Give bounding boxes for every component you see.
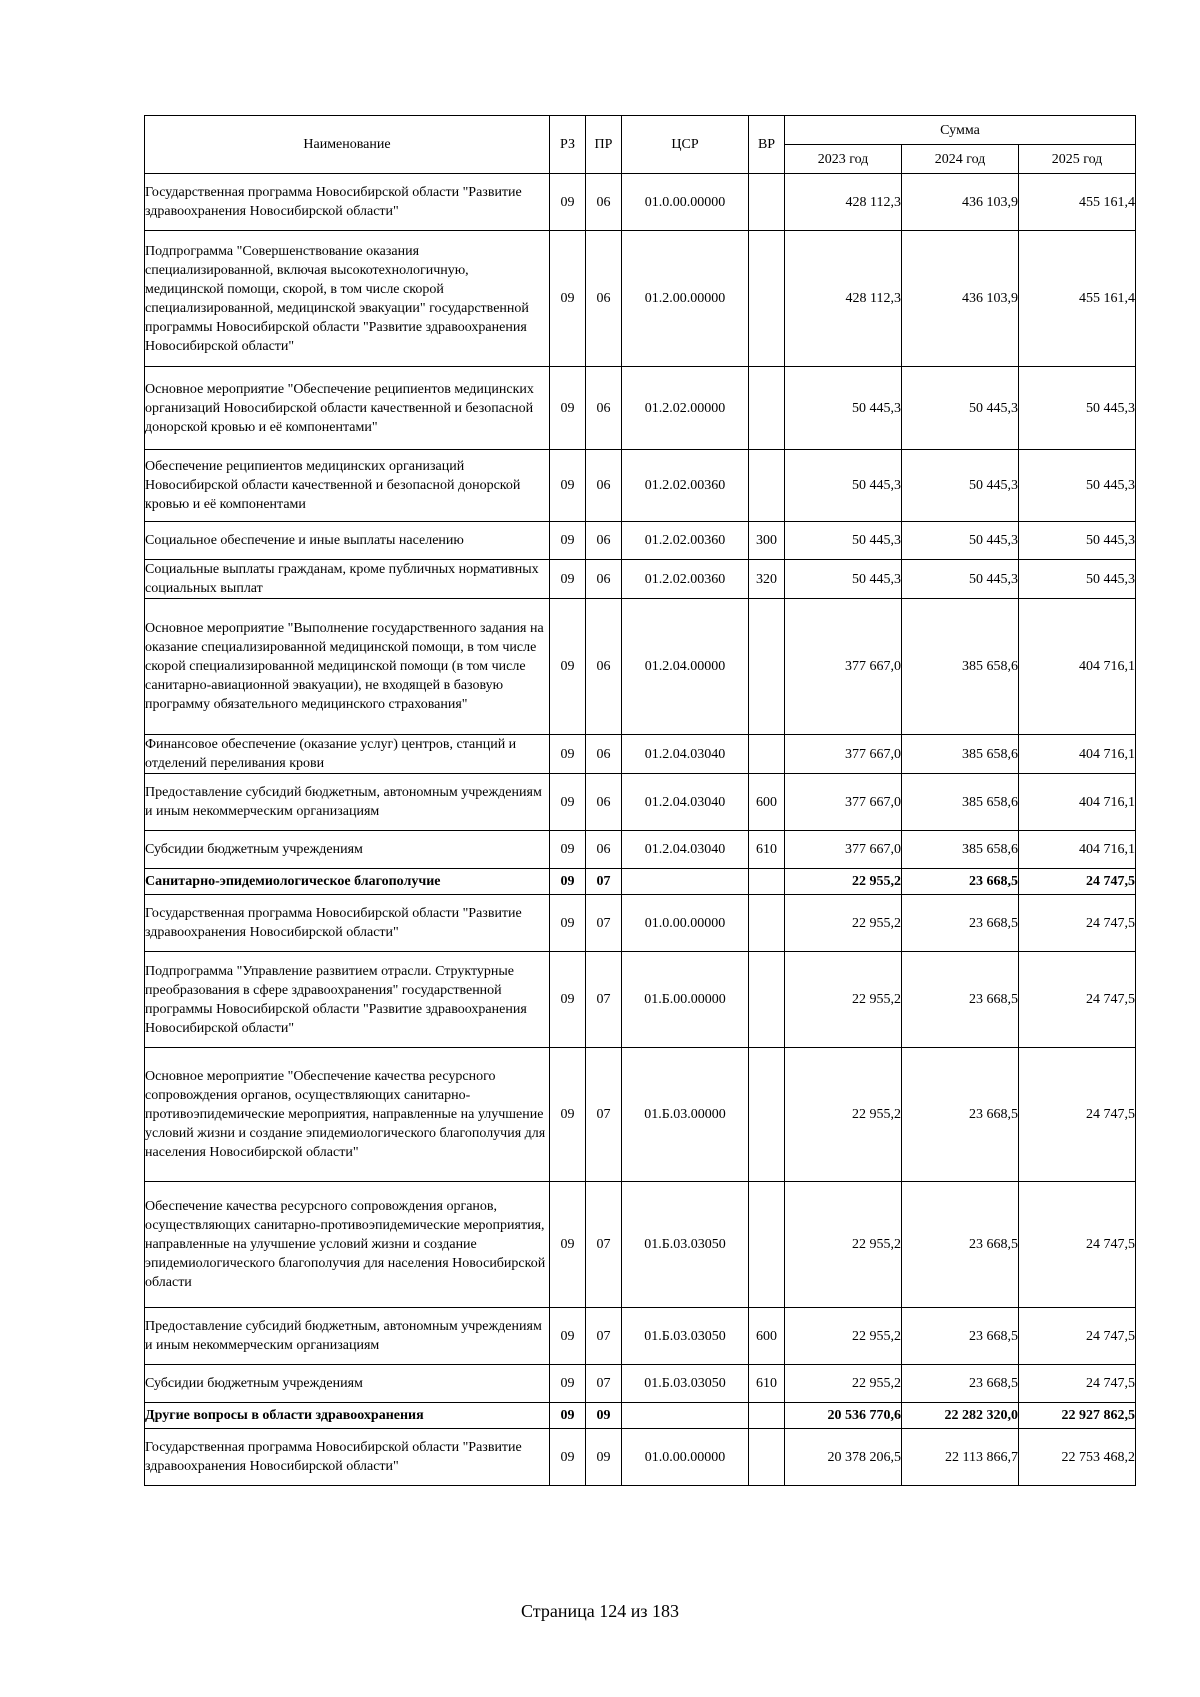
cell-vr <box>749 869 785 895</box>
cell-rz: 09 <box>550 231 586 367</box>
table-row <box>145 450 1136 522</box>
cell-csr: 01.2.04.03040 <box>622 735 749 774</box>
cell-2025: 24 747,5 <box>1019 1308 1136 1365</box>
cell-2023: 50 445,3 <box>785 522 902 560</box>
cell-csr: 01.2.00.00000 <box>622 231 749 367</box>
cell-vr <box>749 599 785 735</box>
cell-2024: 50 445,3 <box>902 367 1019 450</box>
cell-pr: 06 <box>586 174 622 231</box>
cell-2024: 385 658,6 <box>902 599 1019 735</box>
cell-vr: 600 <box>749 1308 785 1365</box>
cell-pr: 07 <box>586 952 622 1048</box>
cell-rz: 09 <box>550 1429 586 1486</box>
cell-2023: 22 955,2 <box>785 1308 902 1365</box>
cell-pr: 07 <box>586 1308 622 1365</box>
cell-name: Предоставление субсидий бюджетным, автономным учреждениям и иным некоммерческим организациям <box>145 1308 550 1365</box>
cell-vr <box>749 735 785 774</box>
cell-name: Основное мероприятие "Обеспечение качества ресурсного сопровождения органов, осуществляющих санитарно-противоэпидемические мероприятия, направленные на улучшение условий жизни и создание эпидемиологического благополучия для населения Новосибирской области" <box>145 1048 550 1182</box>
cell-pr: 07 <box>586 1182 622 1308</box>
cell-rz: 09 <box>550 895 586 952</box>
cell-name: Подпрограмма "Совершенствование оказания специализированной, включая высокотехнологичную, медицинской помощи, скорой, в том числе скорой специализированной, медицинской эвакуации" государственной программы Новосибирской области "Развитие здравоохранения Новосибирской области" <box>145 231 550 367</box>
cell-pr: 09 <box>586 1429 622 1486</box>
cell-2025: 50 445,3 <box>1019 560 1136 599</box>
table-row <box>145 599 1136 735</box>
cell-csr: 01.2.04.03040 <box>622 774 749 831</box>
cell-name: Предоставление субсидий бюджетным, автономным учреждениям и иным некоммерческим организациям <box>145 774 550 831</box>
cell-vr <box>749 174 785 231</box>
cell-2024: 23 668,5 <box>902 1308 1019 1365</box>
header-rz: РЗ <box>550 116 586 174</box>
cell-rz: 09 <box>550 367 586 450</box>
cell-2023: 22 955,2 <box>785 1182 902 1308</box>
cell-name: Обеспечение качества ресурсного сопровождения органов, осуществляющих санитарно-противоэпидемические мероприятия, направленные на улучшение условий жизни и создание эпидемиологического благополучия для населения Новосибирской области <box>145 1182 550 1308</box>
cell-name: Социальное обеспечение и иные выплаты населению <box>145 522 550 560</box>
table-row <box>145 952 1136 1048</box>
cell-vr: 320 <box>749 560 785 599</box>
cell-2024: 436 103,9 <box>902 231 1019 367</box>
cell-name: Санитарно-эпидемиологическое благополучие <box>145 869 550 895</box>
cell-pr: 06 <box>586 774 622 831</box>
cell-name: Государственная программа Новосибирской области "Развитие здравоохранения Новосибирской области" <box>145 174 550 231</box>
cell-2025: 455 161,4 <box>1019 231 1136 367</box>
cell-pr: 06 <box>586 450 622 522</box>
cell-csr: 01.0.00.00000 <box>622 1429 749 1486</box>
cell-pr: 07 <box>586 869 622 895</box>
cell-pr: 09 <box>586 1403 622 1429</box>
cell-rz: 09 <box>550 869 586 895</box>
cell-2024: 50 445,3 <box>902 450 1019 522</box>
cell-2023: 377 667,0 <box>785 735 902 774</box>
cell-2025: 404 716,1 <box>1019 599 1136 735</box>
cell-vr <box>749 1403 785 1429</box>
cell-rz: 09 <box>550 735 586 774</box>
cell-2023: 22 955,2 <box>785 952 902 1048</box>
table-row <box>145 869 1136 895</box>
header-row-top <box>145 116 1136 145</box>
cell-pr: 07 <box>586 1048 622 1182</box>
header-pr: ПР <box>586 116 622 174</box>
cell-2023: 20 536 770,6 <box>785 1403 902 1429</box>
cell-csr: 01.2.02.00000 <box>622 367 749 450</box>
cell-2025: 404 716,1 <box>1019 831 1136 869</box>
cell-csr: 01.0.00.00000 <box>622 174 749 231</box>
cell-name: Основное мероприятие "Обеспечение реципиентов медицинских организаций Новосибирской области качественной и безопасной донорской кровью и её компонентами" <box>145 367 550 450</box>
cell-name: Государственная программа Новосибирской области "Развитие здравоохранения Новосибирской области" <box>145 1429 550 1486</box>
cell-vr: 610 <box>749 1365 785 1403</box>
cell-2024: 50 445,3 <box>902 522 1019 560</box>
header-name: Наименование <box>145 116 550 174</box>
header-csr: ЦСР <box>622 116 749 174</box>
cell-2023: 20 378 206,5 <box>785 1429 902 1486</box>
cell-rz: 09 <box>550 774 586 831</box>
cell-pr: 06 <box>586 367 622 450</box>
cell-vr <box>749 1182 785 1308</box>
cell-vr: 610 <box>749 831 785 869</box>
cell-rz: 09 <box>550 174 586 231</box>
cell-vr <box>749 450 785 522</box>
cell-pr: 06 <box>586 599 622 735</box>
cell-2025: 24 747,5 <box>1019 1365 1136 1403</box>
cell-2025: 22 753 468,2 <box>1019 1429 1136 1486</box>
table-row <box>145 1429 1136 1486</box>
cell-2024: 23 668,5 <box>902 895 1019 952</box>
cell-2025: 404 716,1 <box>1019 774 1136 831</box>
cell-csr: 01.2.02.00360 <box>622 522 749 560</box>
table-row <box>145 1048 1136 1182</box>
cell-2025: 24 747,5 <box>1019 895 1136 952</box>
cell-rz: 09 <box>550 1365 586 1403</box>
cell-csr: 01.Б.00.00000 <box>622 952 749 1048</box>
cell-2023: 22 955,2 <box>785 1048 902 1182</box>
cell-2023: 377 667,0 <box>785 599 902 735</box>
cell-2025: 455 161,4 <box>1019 174 1136 231</box>
cell-2025: 50 445,3 <box>1019 522 1136 560</box>
cell-2023: 22 955,2 <box>785 895 902 952</box>
cell-vr <box>749 1048 785 1182</box>
cell-pr: 06 <box>586 231 622 367</box>
table-row <box>145 522 1136 560</box>
cell-csr: 01.2.02.00360 <box>622 450 749 522</box>
cell-2024: 23 668,5 <box>902 1182 1019 1308</box>
cell-name: Субсидии бюджетным учреждениям <box>145 831 550 869</box>
table-row <box>145 367 1136 450</box>
table-row <box>145 174 1136 231</box>
cell-2024: 23 668,5 <box>902 1048 1019 1182</box>
cell-2023: 50 445,3 <box>785 367 902 450</box>
cell-pr: 06 <box>586 522 622 560</box>
header-year-2025: 2025 год <box>1019 145 1136 174</box>
cell-2024: 50 445,3 <box>902 560 1019 599</box>
cell-name: Другие вопросы в области здравоохранения <box>145 1403 550 1429</box>
cell-vr <box>749 1429 785 1486</box>
cell-name: Субсидии бюджетным учреждениям <box>145 1365 550 1403</box>
cell-vr <box>749 231 785 367</box>
cell-vr <box>749 952 785 1048</box>
cell-2025: 404 716,1 <box>1019 735 1136 774</box>
table-row <box>145 895 1136 952</box>
cell-2025: 50 445,3 <box>1019 450 1136 522</box>
cell-csr: 01.2.04.00000 <box>622 599 749 735</box>
cell-2025: 24 747,5 <box>1019 869 1136 895</box>
cell-name: Государственная программа Новосибирской области "Развитие здравоохранения Новосибирской области" <box>145 895 550 952</box>
cell-name: Основное мероприятие "Выполнение государственного задания на оказание специализированной медицинской помощи, в том числе скорой специализированной медицинской помощи (в том числе санитарно-авиационной эвакуации), не входящей в базовую программу обязательного медицинского страхования" <box>145 599 550 735</box>
cell-pr: 06 <box>586 831 622 869</box>
cell-name: Социальные выплаты гражданам, кроме публичных нормативных социальных выплат <box>145 560 550 599</box>
cell-2023: 22 955,2 <box>785 1365 902 1403</box>
cell-2024: 22 282 320,0 <box>902 1403 1019 1429</box>
cell-rz: 09 <box>550 522 586 560</box>
table-row <box>145 735 1136 774</box>
cell-2025: 22 927 862,5 <box>1019 1403 1136 1429</box>
cell-csr: 01.Б.03.03050 <box>622 1308 749 1365</box>
cell-2023: 377 667,0 <box>785 831 902 869</box>
cell-csr: 01.2.02.00360 <box>622 560 749 599</box>
cell-rz: 09 <box>550 1048 586 1182</box>
cell-vr: 300 <box>749 522 785 560</box>
table-row <box>145 231 1136 367</box>
cell-csr: 01.Б.03.03050 <box>622 1182 749 1308</box>
table-body <box>145 174 1136 1486</box>
cell-2023: 50 445,3 <box>785 450 902 522</box>
cell-2023: 22 955,2 <box>785 869 902 895</box>
cell-2023: 50 445,3 <box>785 560 902 599</box>
cell-pr: 07 <box>586 1365 622 1403</box>
cell-2024: 23 668,5 <box>902 952 1019 1048</box>
table-row <box>145 1403 1136 1429</box>
table-row <box>145 774 1136 831</box>
table-row <box>145 1365 1136 1403</box>
cell-name: Финансовое обеспечение (оказание услуг) центров, станций и отделений переливания крови <box>145 735 550 774</box>
cell-2023: 428 112,3 <box>785 231 902 367</box>
table-row <box>145 831 1136 869</box>
cell-2025: 24 747,5 <box>1019 1182 1136 1308</box>
cell-csr: 01.Б.03.00000 <box>622 1048 749 1182</box>
cell-rz: 09 <box>550 599 586 735</box>
cell-rz: 09 <box>550 1403 586 1429</box>
table-row <box>145 1182 1136 1308</box>
header-sum: Сумма <box>785 116 1136 145</box>
cell-2023: 377 667,0 <box>785 774 902 831</box>
cell-2023: 428 112,3 <box>785 174 902 231</box>
cell-2024: 22 113 866,7 <box>902 1429 1019 1486</box>
table-row <box>145 560 1136 599</box>
cell-2024: 385 658,6 <box>902 735 1019 774</box>
header-vr: ВР <box>749 116 785 174</box>
cell-2025: 24 747,5 <box>1019 952 1136 1048</box>
cell-2024: 385 658,6 <box>902 774 1019 831</box>
cell-2025: 24 747,5 <box>1019 1048 1136 1182</box>
cell-2024: 23 668,5 <box>902 1365 1019 1403</box>
header-year-2023: 2023 год <box>785 145 902 174</box>
cell-pr: 07 <box>586 895 622 952</box>
cell-rz: 09 <box>550 450 586 522</box>
cell-vr <box>749 367 785 450</box>
cell-vr <box>749 895 785 952</box>
cell-name: Подпрограмма "Управление развитием отрасли. Структурные преобразования в сфере здравоохранения" государственной программы Новосибирской области "Развитие здравоохранения Новосибирской области" <box>145 952 550 1048</box>
page-number: Страница 124 из 183 <box>521 1601 679 1621</box>
cell-csr <box>622 869 749 895</box>
cell-2024: 385 658,6 <box>902 831 1019 869</box>
cell-vr: 600 <box>749 774 785 831</box>
cell-csr <box>622 1403 749 1429</box>
cell-rz: 09 <box>550 831 586 869</box>
cell-rz: 09 <box>550 1308 586 1365</box>
header-year-2024: 2024 год <box>902 145 1019 174</box>
cell-2024: 436 103,9 <box>902 174 1019 231</box>
cell-csr: 01.2.04.03040 <box>622 831 749 869</box>
cell-rz: 09 <box>550 1182 586 1308</box>
cell-2025: 50 445,3 <box>1019 367 1136 450</box>
cell-rz: 09 <box>550 560 586 599</box>
cell-csr: 01.Б.03.03050 <box>622 1365 749 1403</box>
cell-name: Обеспечение реципиентов медицинских организаций Новосибирской области качественной и безопасной донорской кровью и её компонентами <box>145 450 550 522</box>
cell-rz: 09 <box>550 952 586 1048</box>
cell-csr: 01.0.00.00000 <box>622 895 749 952</box>
table-row <box>145 1308 1136 1365</box>
budget-table <box>144 115 1136 1486</box>
cell-pr: 06 <box>586 735 622 774</box>
cell-pr: 06 <box>586 560 622 599</box>
cell-2024: 23 668,5 <box>902 869 1019 895</box>
